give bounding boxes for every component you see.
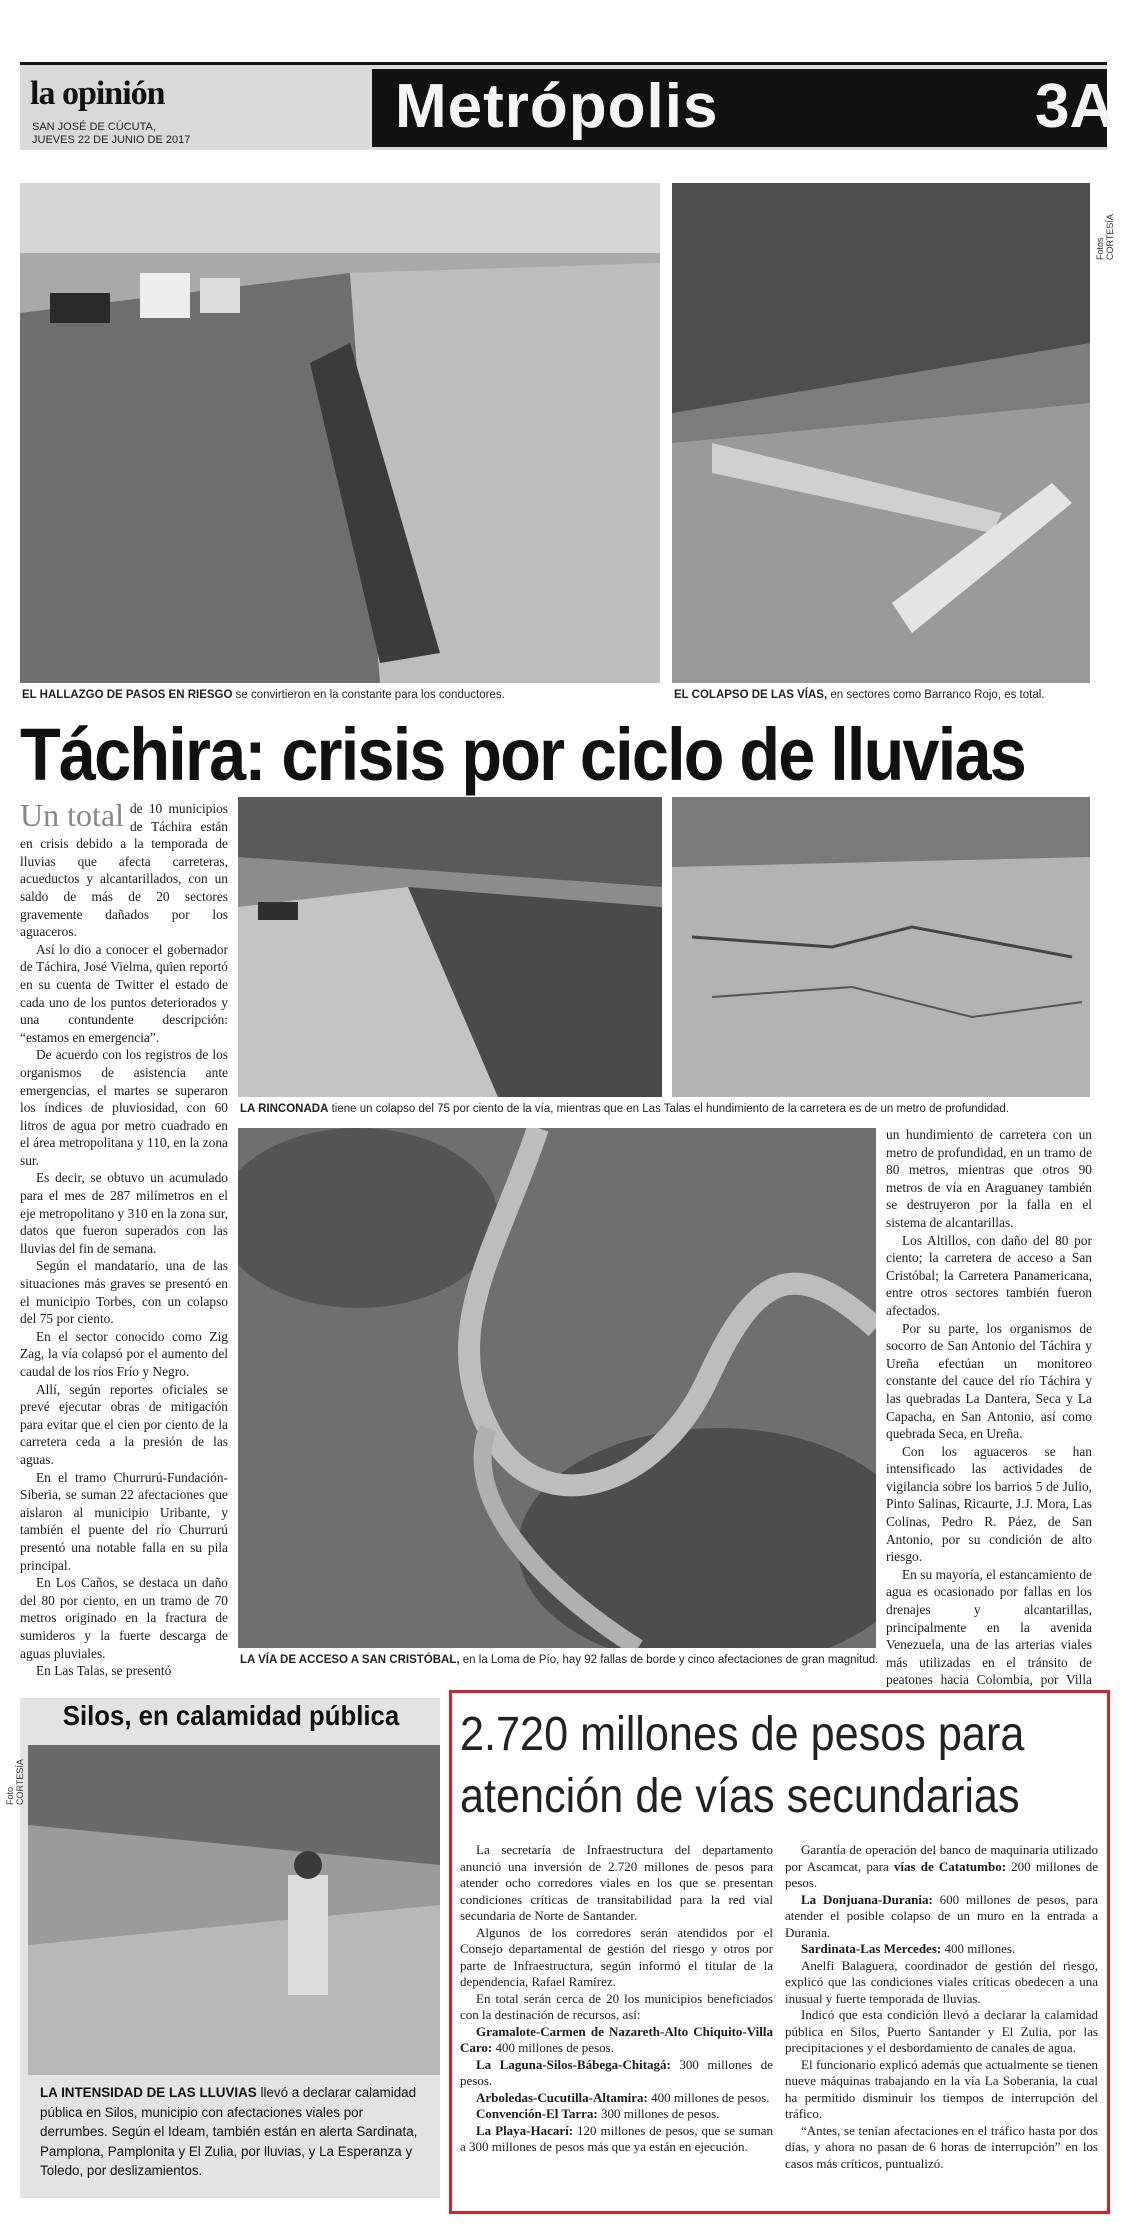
article-p15: En su mayoría, el estancamiento de agua es ocasionado por fallas en los drenajes y alcantarillas, principalmente en la avenida Venezuela, una de las arterias viales más utilizadas en el tránsito de peatones hacia Colombia, por Villa bbox=[886, 1566, 1092, 1688]
caption-rinconada-lead: LA RINCONADA bbox=[240, 1103, 329, 1115]
article-p11: un hundimiento de carretera con un metro de profundidad, en un tramo de 80 metros, mientras que otros 90 metros de vía en Araguaney también se destruyeron por la falla en el sistema de alcantarillas. bbox=[886, 1127, 1092, 1230]
caption-access-lead: LA VÍA DE ACCESO A SAN CRISTÓBAL, bbox=[240, 1654, 460, 1666]
photo-silos-worker bbox=[28, 1745, 440, 2075]
article-column-1 bbox=[20, 797, 228, 1680]
box-item-2-lead: La Laguna-Silos-Bábega-Chitagá: bbox=[476, 2056, 671, 2072]
photo-las-talas bbox=[672, 797, 1090, 1097]
photo-credit-silos: Foto CORTESÍA bbox=[5, 1759, 25, 1805]
caption-slope-lead: EL COLAPSO DE LAS VÍAS, bbox=[674, 689, 828, 701]
article-p13: Por su parte, los organismos de socorro de San Antonio del Táchira y Ureña efectúan un monitoreo constante del cauce del río Táchira y las quebradas La Dantera, Seca y La Capacha, en San Antonio, así como quebrada Seca, en Ureña. bbox=[886, 1320, 1092, 1442]
caption-road-text: se convirtieron en la constante para los conductores. bbox=[232, 689, 505, 701]
box-item-6 bbox=[785, 1842, 1098, 1892]
box-item-4-lead: Convención-El Tarra: bbox=[476, 2106, 598, 2121]
article-p12: Los Altillos, con daño del 80 por ciento; la carretera de acceso a San Cristóbal; la Carretera Panamericana, entre otros sectores también fueron afectados. bbox=[886, 1232, 1092, 1318]
box-item-2-text: 300 millones de pesos. bbox=[460, 2056, 773, 2088]
article-p7: Allí, según reportes oficiales se prevé ejecutar obras de mitigación para evitar que el cien por ciento de la carretera ceda a la presión de las aguas. bbox=[20, 1381, 228, 1467]
box-item-2 bbox=[460, 2057, 773, 2090]
article-dropcap: Un total bbox=[20, 797, 124, 833]
article-p1: de 10 municipios de Táchira están en crisis debido a la temporada de lluvias que afecta carreteras, acueductos y alcantarillados, con un saldo de más de 20 sectores gravemente dañados por los aguaceros. bbox=[20, 801, 228, 940]
caption-road-lead: EL HALLAZGO DE PASOS EN RIESGO bbox=[22, 689, 233, 701]
caption-slope bbox=[674, 688, 1094, 703]
box-item-5-lead: La Playa-Hacarí: bbox=[476, 2122, 574, 2138]
photo-credit-top: Fotos CORTESÍA bbox=[1095, 214, 1115, 260]
caption-slope-text: en sectores como Barranco Rojo, es total. bbox=[827, 689, 1045, 701]
article-p3: De acuerdo con los registros de los organismos de asistencia ante emergencias, el martes se superaron los índices de pluviosidad, con 60 litros de agua por metro cuadrado en el área metropolitana y 110, en la zona sur. bbox=[20, 1047, 228, 1168]
box-item-8-text: 400 millones. bbox=[941, 1941, 1016, 1956]
main-headline: Táchira: crisis por ciclo de lluvias bbox=[20, 713, 1025, 796]
photo-collapsed-slope bbox=[672, 183, 1090, 683]
box-item-3 bbox=[460, 2090, 773, 2107]
box-q3: Indicó que esta condición llevó a declarar la calamidad pública en Silos, Puerto Santander y El Zulia, por las precipitaciones y el desbordamiento de canales de agua. bbox=[785, 2007, 1098, 2055]
caption-road bbox=[22, 688, 662, 703]
caption-rinconada-text: tiene un colapso del 75 por ciento de la vía, mientras que en Las Talas el hundimiento de la carretera es de un metro de profundidad. bbox=[328, 1103, 1010, 1115]
article-column-3 bbox=[886, 1126, 1092, 1707]
section-title: Metrópolis bbox=[395, 72, 719, 141]
caption-rinconada bbox=[240, 1102, 1100, 1117]
box-q4: El funcionario explicó además que actualmente se tienen nueve máquinas trabajando en la vía La Soberania, la cual ha permitido disminuir los tiempos de interrupción del tráfico. bbox=[785, 2056, 1098, 2121]
box-item-5 bbox=[460, 2123, 773, 2156]
box-p1: La secretaría de Infraestructura del departamento anunció una inversión de 2.720 millones de pesos para atender ocho corredores viales en los que se presentan condiciones críticas de transitabilidad para la red vial secundaria de Norte de Santander. bbox=[460, 1842, 773, 1923]
box-item-8 bbox=[785, 1941, 1098, 1958]
dateline-date: JUEVES 22 DE JUNIO DE 2017 bbox=[32, 134, 191, 146]
box-item-6-intro: Garantía de operación del banco de maquinaria utilizado por Ascamcat, para bbox=[785, 1842, 1098, 1874]
box-item-4-text: 300 millones de pesos. bbox=[597, 2106, 720, 2121]
box-p2: Algunos de los corredores serán atendidos por el Consejo departamental de gestión del riesgo y otros por parte de Infraestructura, según informó el titular de la dependencia, Rafael Ramírez. bbox=[460, 1924, 773, 1989]
box-q2: Anelfi Balaguera, coordinador de gestión del riesgo, explicó que las condiciones viales críticas obedecen a una inusual y fuerte temporada de lluvias. bbox=[785, 1957, 1098, 2006]
silos-caption bbox=[40, 2083, 430, 2181]
box-item-7-text: 600 millones de pesos, para atender el posible colapso de un muro en la entrada a Durania. bbox=[785, 1891, 1098, 1940]
photo-aerial-road bbox=[238, 1128, 876, 1648]
masthead bbox=[20, 62, 1115, 150]
box-item-5-text: 120 millones de pesos, que se suman a 300 millones de pesos más que ya están en ejecución. bbox=[460, 2122, 773, 2154]
box-item-8-lead: Sardinata-Las Mercedes: bbox=[801, 1941, 942, 1956]
box-item-6-text: 200 millones de pesos. bbox=[785, 1858, 1098, 1890]
box-p3: En total serán cerca de 20 los municipios beneficiados con la destinación de recursos, así: bbox=[460, 1990, 773, 2022]
article-p5: Según el mandatario, una de las situaciones más graves se presentó en el municipio Torbes, con un colapso del 75 por ciento. bbox=[20, 1258, 228, 1327]
article-p6: En el sector conocido como Zig Zag, la vía colapsó por el aumento del caudal de los ríos Frío y Negro. bbox=[20, 1328, 228, 1379]
photo-la-rinconada bbox=[238, 797, 662, 1097]
box-item-1 bbox=[460, 2024, 773, 2057]
investment-box-title: 2.720 millones de pesos para atención de vías secundarias bbox=[460, 1708, 1025, 1823]
box-item-3-lead: Arboledas-Cucutilla-Altamira: bbox=[476, 2089, 648, 2105]
dateline bbox=[32, 121, 190, 147]
caption-access bbox=[240, 1653, 880, 1668]
box-item-6-lead: vías de Catatumbo: bbox=[893, 1858, 1007, 1874]
silos-caption-text: llevó a declarar calamidad pública en Silos, municipio con afectaciones viales por derrumbes. Según el Ideam, también están en alerta Sardinata, Pamplona, Pamplonita y El Zulia, por lluvias, y La Esperanza y Toledo, por deslizamientos. bbox=[40, 2085, 418, 2178]
article-p2: Así lo dio a conocer el gobernador de Táchira, José Vielma, quien reportó en su cuenta de Twitter el estado de cada uno de los puntos deteriorados y una contundente descripción: “estamos en emergencia”. bbox=[20, 941, 228, 1045]
silos-title: Silos, en calamidad pública bbox=[62, 1700, 400, 1731]
dateline-city: SAN JOSÉ DE CÚCUTA, bbox=[32, 121, 156, 133]
silos-caption-lead: LA INTENSIDAD DE LAS LLUVIAS bbox=[40, 2085, 257, 2100]
box-item-1-lead: Gramalote-Carmen de Nazareth-Alto Chiquito-Villa Caro: bbox=[460, 2023, 773, 2055]
article-p14: Con los aguaceros se han intensificado las actividades de vigilancia sobre los barrios 5 de Julio, Pinto Salinas, Ricaurte, J.J. Mora, Las Colinas, Pedro R. Páez, de San Antonio, por su condición de alto riesgo. bbox=[886, 1443, 1092, 1565]
page-number: 3A bbox=[1035, 72, 1115, 141]
box-item-1-text: 400 millones de pesos. bbox=[492, 2040, 614, 2055]
box-item-4 bbox=[460, 2106, 773, 2123]
box-column-2 bbox=[785, 1842, 1098, 2172]
box-item-3-text: 400 millones de pesos. bbox=[647, 2089, 770, 2105]
photo-cracked-road bbox=[20, 183, 660, 683]
box-q5: “Antes, se tenían afectaciones en el tráfico hasta por dos días, y ahora no pasan de 6 horas de interrupción” en los casos más críticos, puntualizó. bbox=[785, 2122, 1098, 2171]
article-p10: En Las Talas, se presentó bbox=[36, 1663, 172, 1679]
article-p8: En el tramo Churrurú-Fundación-Siberia, se suman 22 afectaciones que aislaron al municipio Uribante, y también el puente del río Churrurú presentó una notable falla en su pila principal. bbox=[20, 1469, 228, 1573]
box-item-7 bbox=[785, 1892, 1098, 1942]
article-p4: Es decir, se obtuvo un acumulado para el mes de 287 milímetros en el eje metropolitano y 310 en la zona sur, datos que fueron superados con las lluvias del fin de semana. bbox=[20, 1170, 228, 1256]
box-item-7-lead: La Donjuana-Durania: bbox=[801, 1891, 933, 1907]
newspaper-logo: la opinión bbox=[30, 75, 165, 112]
article-p9: En Los Caños, se destaca un daño del 80 por ciento, en un tramo de 70 metros originado en la fractura de sumideros y la fuerte descarga de aguas pluviales. bbox=[20, 1575, 228, 1661]
box-column-1 bbox=[460, 1842, 773, 2156]
caption-access-text: en la Loma de Pío, hay 92 fallas de borde y cinco afectaciones de gran magnitud. bbox=[459, 1654, 879, 1666]
